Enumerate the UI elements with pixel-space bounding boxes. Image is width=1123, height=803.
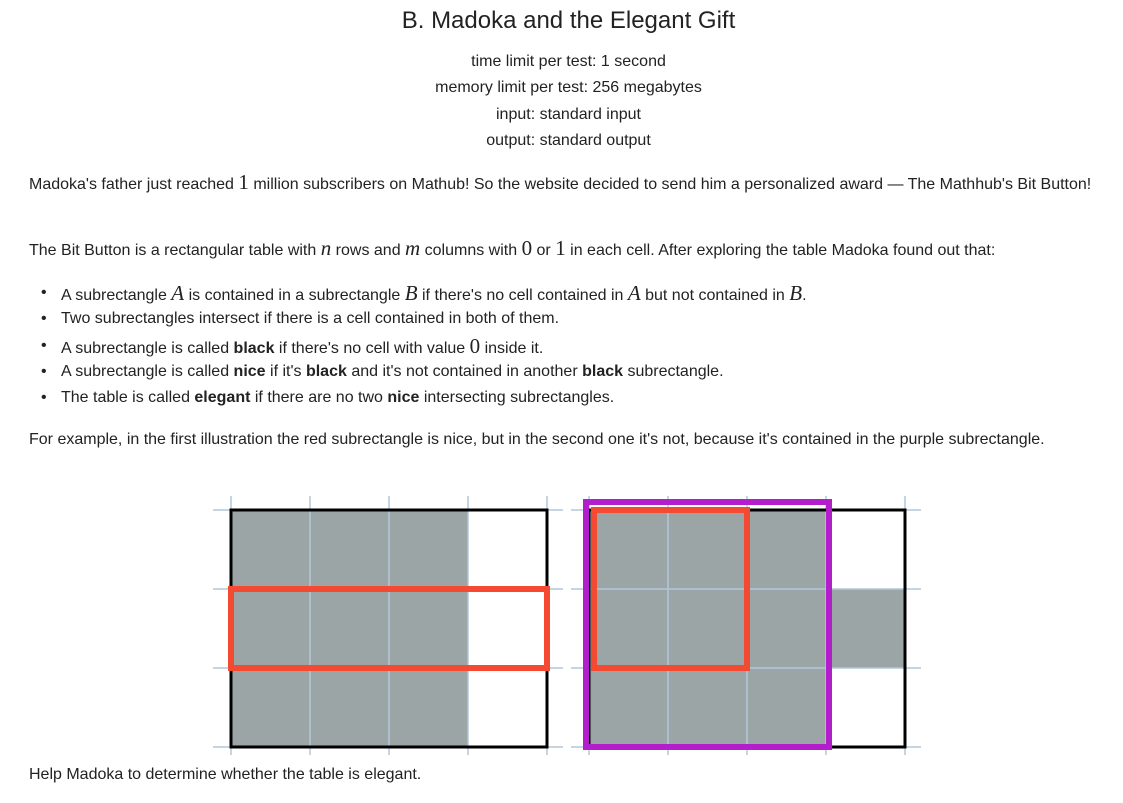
output-spec: output: standard output — [486, 131, 651, 149]
math-m: m — [405, 236, 421, 260]
filled-cell — [589, 510, 668, 589]
list-item: • The table is called elegant if there are no two nice intersecting subrectangles. — [61, 385, 807, 411]
filled-cell — [668, 589, 747, 668]
filled-cell — [310, 668, 389, 747]
filled-cell — [231, 510, 310, 589]
filled-cell — [231, 668, 310, 747]
list-item: • A subrectangle is called black if there's no cell with value 0 inside it. — [61, 333, 807, 359]
filled-cell — [310, 510, 389, 589]
filled-cell — [389, 668, 468, 747]
statement-paragraph-2: The Bit Button is a rectangular table with n rows and m columns with 0 or 1 in each cell. After exploring the table Madoka found out that: — [29, 236, 996, 260]
problem-title: B. Madoka and the Elegant Gift — [401, 7, 736, 34]
input-spec: input: standard input — [496, 105, 641, 123]
list-item: • A subrectangle A is contained in a subrectangle B if there's no cell contained in A but not contained in B. — [61, 280, 807, 306]
statement-paragraph-1: Madoka's father just reached 1 million subscribers on Mathub! So the website decided to send him a personalized award — The Mathhub's Bit Button! — [29, 170, 1092, 194]
filled-cell — [747, 589, 826, 668]
filled-cell — [389, 589, 468, 668]
list-item: • Two subrectangles intersect if there is a cell contained in both of them. — [61, 306, 807, 332]
statement-paragraph-4: Help Madoka to determine whether the table is elegant. — [29, 766, 422, 783]
filled-cell — [826, 589, 905, 668]
filled-cell — [310, 589, 389, 668]
filled-cell — [747, 668, 826, 747]
problem-limits — [0, 49, 1123, 154]
math-n: n — [320, 236, 332, 260]
statement-paragraph-3: For example, in the first illustration the red subrectangle is nice, but in the second one it's not, because it's contained in the purple subrectangle. — [29, 431, 1045, 448]
filled-cell — [589, 589, 668, 668]
filled-cell — [231, 589, 310, 668]
filled-cell — [668, 668, 747, 747]
example-illustration — [205, 490, 925, 755]
math-one: 1 — [555, 236, 566, 260]
illustration-panel-1 — [213, 496, 563, 755]
filled-cell — [747, 510, 826, 589]
list-item: • A subrectangle is called nice if it's black and it's not contained in another black subrectangle. — [61, 359, 807, 385]
memory-limit: memory limit per test: 256 megabytes — [435, 79, 702, 97]
illustration-panel-2 — [571, 496, 921, 755]
filled-cell — [668, 510, 747, 589]
math-one-million: 1 — [238, 170, 249, 194]
time-limit: time limit per test: 1 second — [471, 53, 666, 70]
definitions-list — [61, 280, 807, 411]
filled-cell — [389, 510, 468, 589]
math-zero: 0 — [521, 236, 533, 260]
filled-cell — [589, 668, 668, 747]
